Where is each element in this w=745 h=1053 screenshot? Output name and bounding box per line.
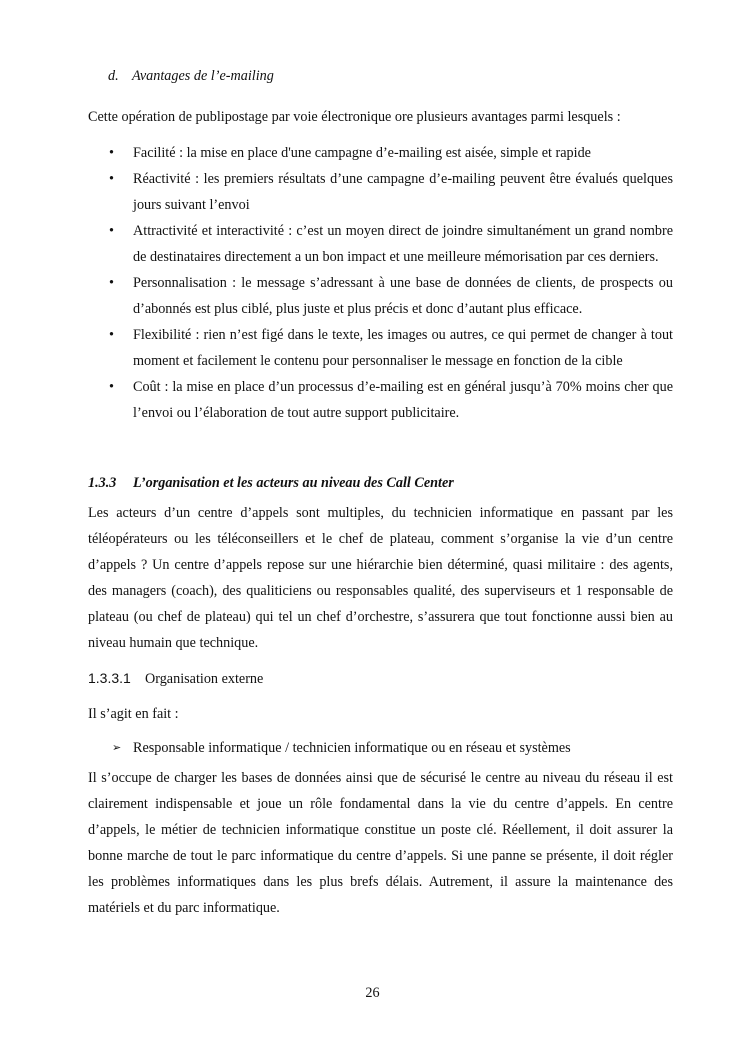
bullet-icon: • bbox=[109, 171, 114, 187]
list-item bbox=[88, 270, 673, 322]
list-item bbox=[88, 218, 673, 270]
list-item bbox=[88, 140, 673, 166]
section-d-intro: Cette opération de publipostage par voie électronique ore plusieurs avantages parmi lesquels : bbox=[88, 109, 621, 125]
section-1331-paragraph: Il s’occupe de charger les bases de données ainsi que de sécurisé le centre au niveau du réseau il est clairement indispensable et joue un rôle fondamental dans la vie du centre d’appels. En centre d’appels, le métier de technicien informatique constitue un poste clé. Réellement, il doit assurer la bonne marche de tout le parc informatique du centre d’appels. Si une panne se présente, il doit régler les problèmes informatiques dans les plus brefs délais. Autrement, il assure la maintenance des matériels et du parc informatique. bbox=[88, 770, 673, 916]
section-d-letter: d. bbox=[108, 68, 119, 84]
bullet-icon: • bbox=[109, 145, 114, 161]
section-133-heading bbox=[88, 472, 673, 494]
arrow-list-item bbox=[88, 735, 673, 761]
bullet-icon: • bbox=[109, 379, 114, 395]
section-1331-number: 1.3.3.1 bbox=[88, 670, 131, 686]
list-item-text: Flexibilité : rien n’est figé dans le texte, les images ou autres, ce qui permet de changer à tout moment et facilement le contenu pour personnaliser le message en fonction de la cible bbox=[133, 327, 673, 369]
section-1331-title: Organisation externe bbox=[145, 671, 264, 687]
advantages-list bbox=[88, 140, 673, 426]
section-133-title: L’organisation et les acteurs au niveau des Call Center bbox=[133, 475, 454, 491]
arrow-right-icon: ➢ bbox=[112, 742, 122, 754]
list-item-text: Attractivité et interactivité : c’est un moyen direct de joindre simultanément un grand nombre de destinataires directement a un bon impact et une meilleure mémorisation par ces derniers. bbox=[133, 223, 673, 265]
bullet-icon: • bbox=[109, 327, 114, 343]
list-item-text: Personnalisation : le message s’adressant à une base de données de clients, de prospects ou d’abonnés est plus ciblé, plus juste et plus précis et donc d’autant plus efficace. bbox=[133, 275, 673, 317]
bullet-icon: • bbox=[109, 223, 114, 239]
list-item bbox=[88, 374, 673, 426]
section-133-paragraph: Les acteurs d’un centre d’appels sont multiples, du technicien informatique en passant par les téléopérateurs ou les téléconseillers et le chef de plateau, comment s’organise la vie d’un centre d’appels ? Un centre d’appels repose sur une hiérarchie bien déterminé, quasi militaire : des agents, des managers (coach), des qualiticiens ou responsables qualité, des superviseurs et 1 responsable de plateau (ou chef de plateau) qui tel un chef d’orchestre, s’assurera que tout fonctionne aussi bien au niveau humain que technique. bbox=[88, 505, 673, 651]
page-number: 26 bbox=[365, 985, 380, 1001]
section-d-title: Avantages de l’e-mailing bbox=[132, 68, 274, 84]
section-d-heading bbox=[108, 64, 673, 88]
list-item-text: Facilité : la mise en place d'une campagne d’e-mailing est aisée, simple et rapide bbox=[133, 145, 591, 161]
list-item-text: Réactivité : les premiers résultats d’une campagne d’e-mailing peuvent être évalués quelques jours suivant l’envoi bbox=[133, 171, 673, 213]
section-1331-heading bbox=[88, 666, 673, 691]
bullet-icon: • bbox=[109, 275, 114, 291]
page-content bbox=[88, 64, 673, 921]
list-item-text: Coût : la mise en place d’un processus d’e-mailing est en général jusqu’à 70% moins cher que l’envoi ou l’élaboration de tout autre support publicitaire. bbox=[133, 379, 673, 421]
arrow-list-item-text: Responsable informatique / technicien informatique ou en réseau et systèmes bbox=[133, 740, 571, 756]
list-item bbox=[88, 166, 673, 218]
section-1331-intro: Il s’agit en fait : bbox=[88, 706, 179, 722]
section-133-number: 1.3.3 bbox=[88, 475, 117, 491]
list-item bbox=[88, 322, 673, 374]
